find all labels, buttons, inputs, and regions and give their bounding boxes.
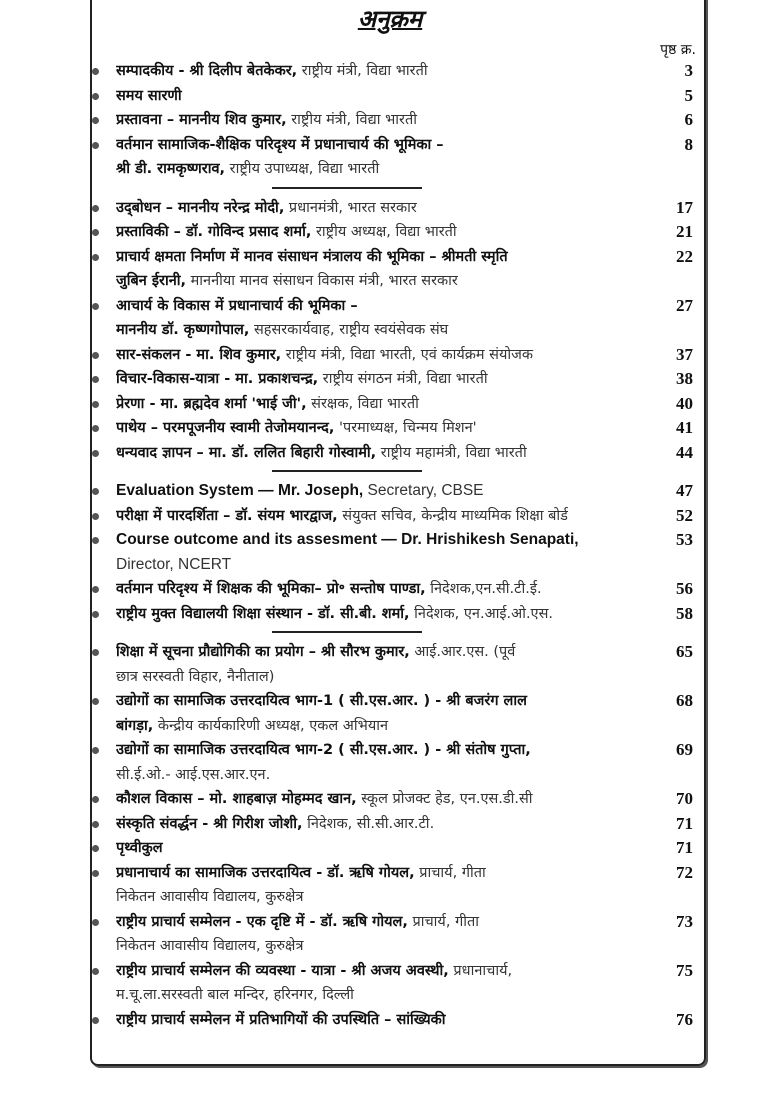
page-number: 76: [676, 1009, 693, 1029]
toc-entry-continuation: [92, 714, 697, 739]
toc-entry: [92, 416, 697, 441]
entry-line: [116, 416, 655, 441]
entry-line: [116, 602, 655, 627]
bullet-icon: [92, 117, 99, 124]
entry-detail: केन्द्रीय कार्यकारिणी अध्यक्ष, एकल अभियान: [153, 717, 389, 734]
entry-title: परीक्षा में पारदर्शिता – डॉ. संयम भारद्वाज,: [116, 507, 338, 524]
bullet-icon: [92, 401, 99, 408]
entry-line: [116, 910, 655, 935]
section-divider: [92, 626, 697, 640]
page-number: 17: [676, 197, 693, 217]
page-number: 70: [676, 789, 693, 808]
page-number: 56: [676, 579, 693, 598]
entry-detail: प्राचार्य, गीता: [414, 864, 486, 881]
page-number: 71: [676, 813, 693, 833]
toc-entry: [92, 1008, 697, 1033]
bullet-icon: [92, 205, 99, 212]
entry-author: जुबिन ईरानी,: [116, 273, 187, 289]
entry-line: [116, 836, 655, 861]
entry-detail: निदेशक, सी.सी.आर.टी.: [302, 815, 435, 832]
entry-title: Evaluation System — Mr. Joseph,: [116, 482, 364, 499]
toc-entry-continuation: [92, 983, 697, 1008]
entry-line: [116, 885, 655, 910]
entry-author: श्री डी. रामकृष्णराव,: [116, 161, 226, 177]
toc-entry: [92, 108, 697, 133]
page-number: 22: [676, 246, 693, 266]
entry-title: उद्योगों का सामाजिक उत्तरदायित्व भाग-2 ( सी.एस.आर. ) - श्री संतोष गुप्ता,: [116, 742, 531, 758]
bullet-icon: [92, 611, 99, 618]
page-number: 6: [684, 110, 693, 129]
entry-line: [116, 220, 655, 245]
entry-line: [116, 787, 655, 812]
entry-title: प्राचार्य क्षमता निर्माण में मानव संसाधन मंत्रालय की भूमिका – श्रीमती स्मृति: [116, 248, 508, 265]
entry-title: विचार-विकास-यात्रा - मा. प्रकाशचन्द्र,: [116, 371, 319, 387]
entry-line: [116, 367, 655, 392]
entry-line: [116, 553, 655, 578]
page-number: 37: [676, 344, 693, 364]
entry-title: प्रधानाचार्य का सामाजिक उत्तरदायित्व - डॉ. ऋषि गोयल,: [116, 864, 415, 881]
page-number: 52: [676, 505, 693, 525]
entry-line: [116, 577, 655, 602]
entry-title: धन्यवाद ज्ञापन – मा. डॉ. ललित बिहारी गोस्वामी,: [116, 444, 377, 461]
entry-detail: राष्ट्रीय उपाध्यक्ष, विद्या भारती: [225, 161, 380, 177]
entry-detail: निकेतन आवासीय विद्यालय, कुरुक्षेत्र: [116, 889, 304, 905]
page-title: अनुक्रम: [357, 5, 423, 33]
entry-detail: छात्र सरस्वती विहार, नैनीताल): [116, 668, 275, 685]
entry-detail: संयुक्त सचिव, केन्द्रीय माध्यमिक शिक्षा बोर्ड: [337, 507, 568, 524]
entry-title: उद्योगों का सामाजिक उत्तरदायित्व भाग-1 ( सी.एस.आर. ) - श्री बजरंग लाल: [116, 693, 527, 709]
bullet-icon: [92, 698, 99, 705]
toc-entry: [92, 738, 697, 763]
entry-line: [116, 763, 655, 788]
entry-detail: माननीया मानव संसाधन विकास मंत्री, भारत सरकार: [186, 273, 458, 289]
page-number: 65: [676, 642, 693, 661]
entry-author: माननीय डॉ. कृष्णगोपाल,: [116, 322, 250, 338]
page-number: 27: [676, 295, 693, 315]
bullet-icon: [92, 821, 99, 828]
page-number: 8: [684, 134, 693, 154]
page-number: 68: [676, 691, 693, 710]
entry-title: आचार्य के विकास में प्रधानाचार्य की भूमिका –: [116, 297, 358, 314]
bullet-icon: [92, 796, 99, 803]
toc-entry-continuation: [92, 318, 697, 343]
entry-title: सार-संकलन - मा. शिव कुमार,: [116, 346, 282, 363]
entry-detail: निकेतन आवासीय विद्यालय, कुरुक्षेत्र: [116, 938, 304, 954]
toc-entry: [92, 196, 697, 221]
bullet-icon: [92, 537, 99, 544]
entry-line: [116, 59, 655, 84]
entry-line: [116, 318, 655, 343]
entry-line: [116, 528, 655, 553]
entry-detail: प्रधानाचार्य,: [448, 962, 513, 979]
entry-detail: राष्ट्रीय मंत्री, विद्या भारती: [297, 63, 428, 79]
entry-detail: राष्ट्रीय मंत्री, विद्या भारती, एवं कार्यक्रम संयोजक: [281, 346, 534, 363]
entry-line: [116, 504, 655, 529]
entry-title: राष्ट्रीय प्राचार्य सम्मेलन की व्यवस्था - यात्रा - श्री अजय अवस्थी,: [116, 962, 449, 979]
bullet-icon: [92, 376, 99, 383]
entry-author: बांगड़ा,: [116, 717, 154, 734]
entry-detail: आई.आर.एस. (पूर्व: [409, 644, 516, 660]
toc-entry: [92, 133, 697, 158]
toc-entry: [92, 294, 697, 319]
bullet-icon: [92, 142, 99, 149]
entry-line: [116, 959, 655, 984]
entry-detail: म.चू.ला.सरस्वती बाल मन्दिर, हरिनगर, दिल्ली: [116, 987, 354, 1003]
toc-entry: [92, 392, 697, 417]
entry-line: [116, 861, 655, 886]
entry-detail: स्कूल प्रोजक्ट हेड, एन.एस.डी.सी: [356, 791, 533, 807]
page-number: 41: [676, 418, 693, 437]
entry-detail: निदेशक, एन.आई.ओ.एस.: [409, 605, 553, 622]
toc-entry: [92, 441, 697, 466]
page-number: 58: [676, 603, 693, 623]
entry-line: [116, 1008, 655, 1033]
entry-line: [116, 245, 655, 270]
toc-entry-continuation: [92, 553, 697, 578]
entry-title: समय सारणी: [116, 87, 182, 104]
page-number-header: पृष्ठ क्र.: [660, 42, 696, 58]
entry-title: राष्ट्रीय प्राचार्य सम्मेलन में प्रतिभागियों की उपस्थिति – सांख्यिकी: [116, 1011, 446, 1028]
entry-title: सम्पादकीय - श्री दिलीप बेतकेकर,: [116, 63, 298, 79]
bullet-icon: [92, 1017, 99, 1024]
entry-title: पृथ्वीकुल: [116, 840, 163, 856]
toc-entry-continuation: [92, 885, 697, 910]
toc-entry: [92, 343, 697, 368]
bullet-icon: [92, 425, 99, 432]
entry-line: [116, 294, 655, 319]
toc-entry: [92, 959, 697, 984]
bullet-icon: [92, 586, 99, 593]
bullet-icon: [92, 513, 99, 520]
page-number: 72: [676, 862, 693, 882]
entry-line: [116, 738, 655, 763]
section-divider: [92, 465, 697, 479]
entry-title: शिक्षा में सूचना प्रौद्योगिकी का प्रयोग – श्री सौरभ कुमार,: [116, 644, 410, 660]
bullet-icon: [92, 747, 99, 754]
entry-line: [116, 392, 655, 417]
entry-line: [116, 812, 655, 837]
toc-entry: [92, 787, 697, 812]
page-number: 40: [676, 393, 693, 413]
toc-entry-continuation: [92, 157, 697, 182]
toc-entry-continuation: [92, 934, 697, 959]
bullet-icon: [92, 488, 99, 495]
entry-line: [116, 441, 655, 466]
toc-entry: [92, 577, 697, 602]
entry-title: प्रेरणा - मा. ब्रह्मदेव शर्मा 'भाई जी',: [116, 395, 307, 412]
entry-detail: सी.ई.ओ.- आई.एस.आर.एन.: [116, 766, 271, 783]
entry-title: Course outcome and its assesment — Dr. Hrishikesh Senapati,: [116, 531, 579, 548]
toc-entry: [92, 504, 697, 529]
entry-line: [116, 108, 655, 133]
entry-title: उद्‌बोधन – माननीय नरेन्द्र मोदी,: [116, 199, 285, 216]
page-number: 73: [676, 911, 693, 931]
page-number: 38: [676, 369, 693, 388]
toc-entry: [92, 245, 697, 270]
entry-line: [116, 665, 655, 690]
entry-detail: राष्ट्रीय संगठन मंत्री, विद्या भारती: [318, 371, 488, 387]
toc-entry: [92, 602, 697, 627]
page-number: 47: [676, 481, 693, 500]
entry-detail: Director, NCERT: [116, 555, 232, 573]
toc-entry: [92, 479, 697, 504]
bullet-icon: [92, 919, 99, 926]
entry-line: [116, 640, 655, 665]
page-number: 71: [676, 838, 693, 857]
bullet-icon: [92, 450, 99, 457]
page-number: 5: [684, 85, 693, 105]
entry-detail: Secretary, CBSE: [363, 482, 484, 499]
entry-line: [116, 269, 655, 294]
toc-entry: [92, 861, 697, 886]
entry-title: राष्ट्रीय प्राचार्य सम्मेलन - एक दृष्टि में - डॉ. ऋषि गोयल,: [116, 913, 408, 930]
table-of-contents: [92, 59, 697, 1032]
entry-line: [116, 689, 655, 714]
toc-entry-continuation: [92, 763, 697, 788]
entry-detail: राष्ट्रीय मंत्री, विद्या भारती: [286, 112, 417, 128]
toc-entry: [92, 689, 697, 714]
bullet-icon: [92, 649, 99, 656]
toc-entry: [92, 910, 697, 935]
entry-line: [116, 479, 655, 504]
entry-line: [116, 196, 655, 221]
entry-line: [116, 157, 655, 182]
entry-line: [116, 983, 655, 1008]
entry-title: प्रस्ताविकी – डॉ. गोविन्द प्रसाद शर्मा,: [116, 224, 312, 240]
toc-entry: [92, 812, 697, 837]
bullet-icon: [92, 93, 99, 100]
page-number: 3: [684, 61, 693, 80]
entry-title: पाथेय – परमपूजनीय स्वामी तेजोमयानन्द,: [116, 420, 335, 436]
entry-detail: राष्ट्रीय अध्यक्ष, विद्या भारती: [311, 224, 457, 240]
entry-detail: निदेशक,एन.सी.टी.ई.: [425, 581, 542, 597]
entry-title: प्रस्तावना – माननीय शिव कुमार,: [116, 112, 287, 128]
entry-detail: सहसरकार्यवाह, राष्ट्रीय स्वयंसेवक संघ: [249, 322, 449, 338]
page-number: 53: [676, 530, 693, 549]
entry-title: वर्तमान परिदृश्य में शिक्षक की भूमिका– प्रो॰ सन्तोष पाण्डा,: [116, 581, 426, 597]
entry-line: [116, 133, 655, 158]
entry-line: [116, 343, 655, 368]
toc-entry: [92, 640, 697, 665]
entry-line: [116, 934, 655, 959]
toc-entry-continuation: [92, 665, 697, 690]
bullet-icon: [92, 870, 99, 877]
page-number: 44: [676, 442, 693, 462]
bullet-icon: [92, 229, 99, 236]
bullet-icon: [92, 303, 99, 310]
toc-entry: [92, 84, 697, 109]
entry-title: वर्तमान सामाजिक-शैक्षिक परिदृश्य में प्रधानाचार्य की भूमिका –: [116, 136, 444, 153]
entry-title: कौशल विकास – मो. शाहबाज़ मोहम्मद खान,: [116, 791, 357, 807]
toc-entry: [92, 836, 697, 861]
entry-detail: संरक्षक, विद्या भारती: [306, 395, 419, 412]
bullet-icon: [92, 968, 99, 975]
toc-entry: [92, 528, 697, 553]
entry-line: [116, 84, 655, 109]
entry-title: राष्ट्रीय मुक्त विद्यालयी शिक्षा संस्थान - डॉ. सी.बी. शर्मा,: [116, 605, 410, 622]
entry-detail: 'परमाध्यक्ष, चिन्मय मिशन': [334, 420, 477, 436]
bullet-icon: [92, 68, 99, 75]
entry-line: [116, 714, 655, 739]
entry-detail: प्राचार्य, गीता: [407, 913, 480, 930]
page-number: 69: [676, 740, 693, 759]
page-number: 21: [676, 222, 693, 241]
entry-detail: राष्ट्रीय महामंत्री, विद्या भारती: [376, 444, 527, 461]
toc-entry: [92, 367, 697, 392]
entry-title: संस्कृति संवर्द्धन - श्री गिरीश जोशी,: [116, 815, 303, 832]
section-divider: [92, 182, 697, 196]
toc-entry: [92, 220, 697, 245]
toc-entry: [92, 59, 697, 84]
bullet-icon: [92, 254, 99, 261]
entry-detail: प्रधानमंत्री, भारत सरकार: [284, 199, 417, 216]
toc-entry-continuation: [92, 269, 697, 294]
bullet-icon: [92, 845, 99, 852]
bullet-icon: [92, 352, 99, 359]
page-number: 75: [676, 960, 693, 980]
